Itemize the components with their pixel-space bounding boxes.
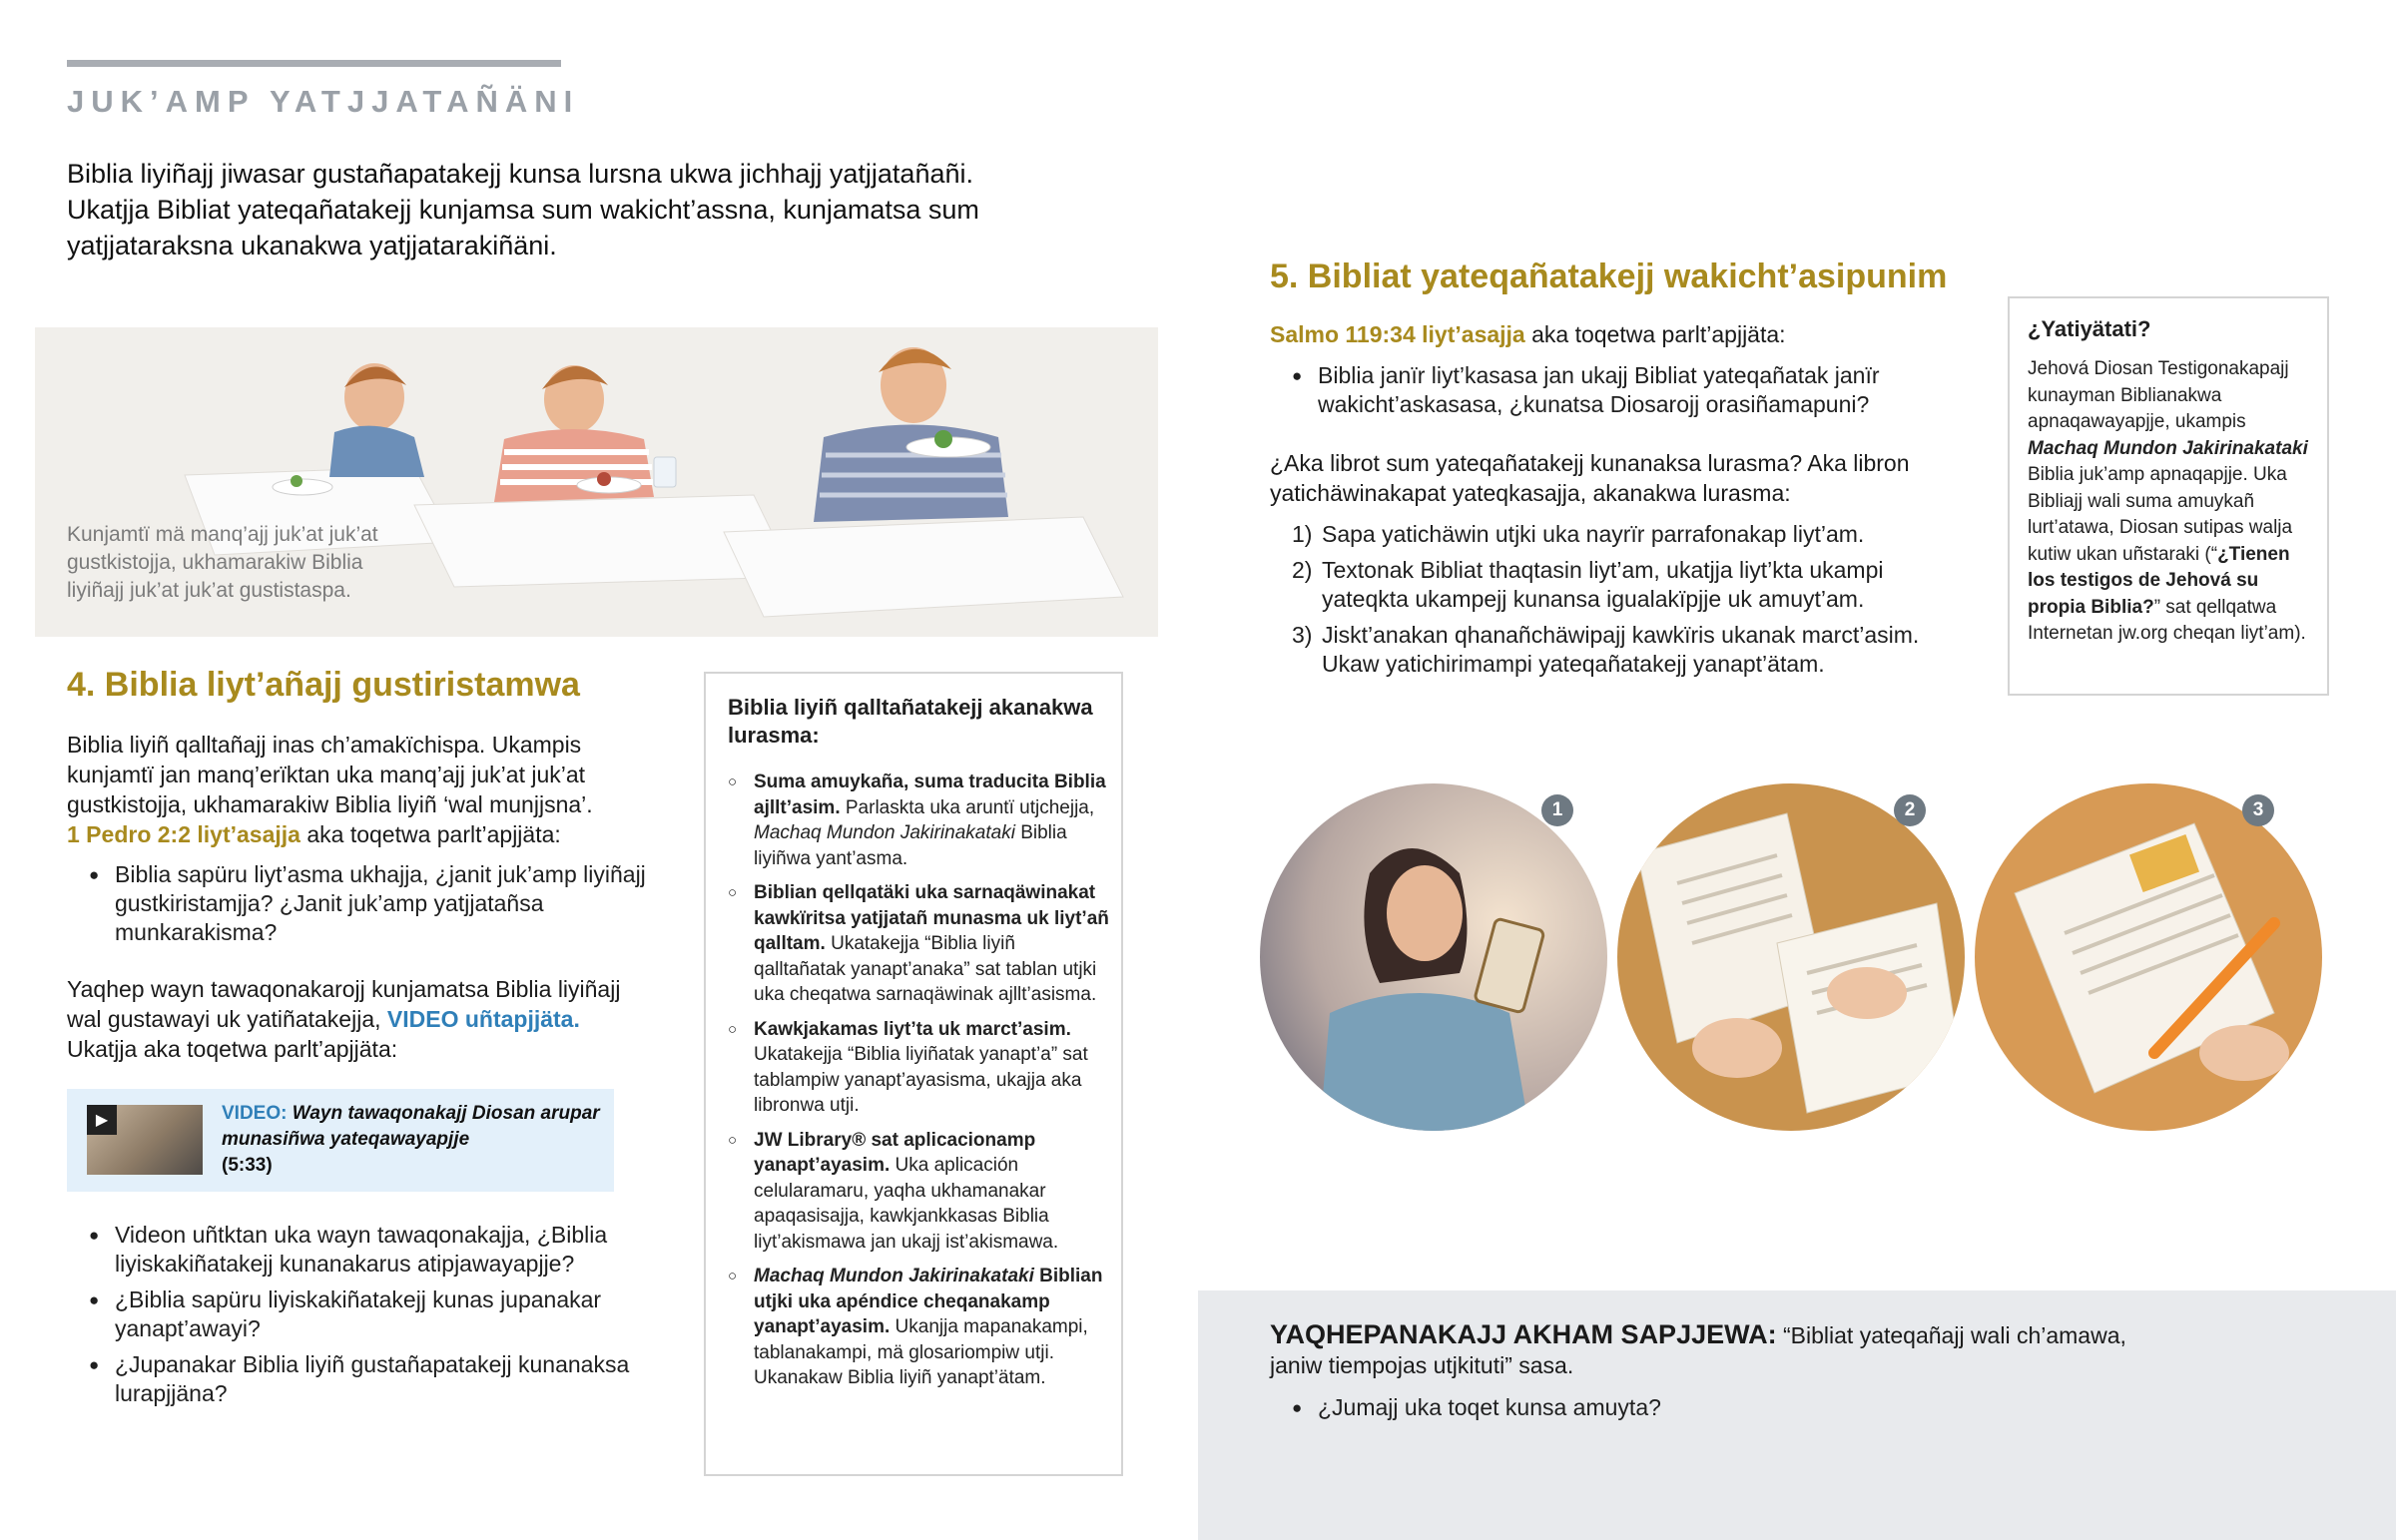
reading-tips-box [704, 672, 1123, 1476]
step-badge: 1 [1541, 794, 1573, 826]
study-step [1270, 520, 1959, 549]
video-card[interactable] [67, 1089, 614, 1192]
step-number: 3) [1292, 622, 1313, 648]
box-italic: Machaq Mundon Jakirinakataki [2028, 437, 2308, 459]
study-step [1270, 556, 1959, 614]
reading-tip [728, 770, 1112, 871]
step-text: Textonak Bibliat thaqtasin liyt’am, ukatjja liyt’kta ukampi yateqkta ukampejj kunansa igualakïpjje uk amuyt’am. [1322, 557, 1884, 612]
video-thumbnail[interactable] [87, 1105, 203, 1175]
discussion-question: ● ¿Jupanakar Biblia liyiñ gustañapatakejj kunanaksa lurapjjäna? [67, 1350, 666, 1408]
open-books-illustration [1617, 783, 1965, 1131]
header-rule [67, 60, 561, 67]
tip-italic: Machaq Mundon Jakirinakataki [754, 1266, 1034, 1286]
section-5-reference-line [1270, 319, 1969, 349]
video-title: Wayn tawaqonakajj Diosan arupar munasiñwa yateqawayapjje [222, 1103, 600, 1150]
some-people-say-quote [1270, 1319, 2168, 1380]
caption-line: gustkistojja, ukhamarakiw Biblia [67, 551, 363, 574]
scripture-link[interactable]: 1 Pedro 2:2 liyt’asajja [67, 821, 300, 847]
step-number: 2) [1292, 557, 1313, 583]
tip-text: Ukatakejja “Biblia liyiñatak yanapt’a” sat tablampiw yanapt’ayasisma, ukajja aka libronwa utji. [754, 1044, 1088, 1116]
tip-text: Ukatakejja “Biblia liyiñ qalltañatak yanapt’anaka” sat tablan utjki uka cheqatwa sarnaqäwinak ajllt’asisma. [754, 933, 1097, 1005]
reference-tail: aka toqetwa parlt’apjjäta: [300, 821, 561, 847]
caption-line: Kunjamtï mä manq’ajj juk’at juk’at [67, 523, 378, 546]
paragraph-line: Yaqhep wayn tawaqonakarojj kunjamatsa Biblia liyiñajj [67, 976, 621, 1002]
hero-caption [67, 521, 406, 605]
discussion-question: ● Biblia janïr liyt’kasasa jan ukajj Bibliat yateqañatak janïr wakicht’askasasa, ¿kunatsa Diosarojj orasiñamapuni? [1270, 361, 1949, 419]
tip-bold: Kawkjakamas liyt’ta uk marct’asim. [754, 1018, 1071, 1040]
paragraph-line: kunjamtï jan manq’erïktan uka manq’ajj juk’at juk’at [67, 762, 586, 787]
quote-line [1270, 1319, 2168, 1350]
quote-text: “Bibliat yateqañajj wali ch’amawa, [1776, 1322, 2126, 1348]
reading-tips-list [728, 770, 1112, 1400]
video-caption [222, 1101, 601, 1179]
intro-line: Biblia liyiñajj jiwasar gustañapatakejj kunsa lursna ukwa jichhajj yatjjatañañi. [67, 159, 973, 189]
reading-tip [728, 1017, 1112, 1119]
section-4-paragraph-1 [67, 730, 666, 849]
tip-text: Biblia liyiñwa yant’asma. [754, 822, 1067, 869]
video-label: VIDEO: [222, 1103, 288, 1124]
study-step [1270, 621, 1959, 679]
box-text: Jehová Diosan Testigonakapajj kunayman Biblianakwa apnaqawayapjje, ukampis [2028, 358, 2289, 432]
reference-tail: aka toqetwa parlt’apjjäta: [1524, 321, 1786, 347]
section-5-paragraph [1270, 448, 1969, 508]
section-4-heading: 4. Biblia liyt’añajj gustiristamwa [67, 666, 580, 704]
discussion-question: ● Videon uñtktan uka wayn tawaqonakajja, ¿Biblia liyiskakiñatakejj kunanakarus atipjawayapjje? [67, 1221, 666, 1279]
tip-bold: Biblian qellqatäki uka sarnaqäwinakat kawkïritsa yatjjatañ munasma uk liyt’añ qalltam. [754, 882, 1109, 954]
video-duration: (5:33) [222, 1155, 273, 1176]
paragraph-line: Biblia liyiñ qalltañajj inas ch’amakïchispa. Ukampis [67, 732, 582, 758]
girl-reading-illustration [1260, 783, 1607, 1131]
paragraph-line: yatichäwinakapat yateqkasajja, akanakwa lurasma: [1270, 480, 1791, 506]
scripture-link[interactable]: Salmo 119:34 liyt’asajja [1270, 321, 1525, 347]
tip-bold: JW Library® sat aplicacionamp yanapt’ayasim. [754, 1129, 1036, 1176]
tip-bold: Biblian utjki uka apéndice cheqanakamp yanapt’ayasim. [754, 1266, 1103, 1337]
video-link[interactable]: VIDEO uñtapjjäta. [386, 1006, 580, 1032]
intro-line: Ukatjja Bibliat yateqañatakejj kunjamsa sum wakicht’assna, kunjamatsa sum [67, 195, 979, 225]
intro-line: yatjjataraksna ukanakwa yatjjatarakiñäni. [67, 231, 557, 260]
step-badge: 2 [1894, 794, 1926, 826]
step-badge: 3 [2242, 794, 2274, 826]
intro-paragraph [67, 156, 1065, 263]
box-text: ” sat qellqatwa Internetan jw.org cheqan liyt’am). [2028, 596, 2306, 644]
tip-text: Parlaskta uka aruntï utjchejja, [840, 796, 1095, 818]
some-people-say-questions [1270, 1393, 1949, 1429]
did-you-know-title: ¿Yatiyätati? [2028, 316, 2151, 341]
paragraph-text: wal gustawayi uk yatiñatakejja, [67, 1006, 387, 1032]
reading-tip [728, 880, 1112, 1008]
step-text: Sapa yatichäwin utjki uka nayrïr parrafonakap liyt’am. [1322, 521, 1865, 547]
study-steps [1270, 520, 1959, 686]
discussion-question: ● Biblia sapüru liyt’asma ukhajja, ¿janit juk’amp liyiñajj gustkiristamjja? ¿Janit juk’amp yatjjatañsa munkarakisma? [67, 860, 666, 947]
paragraph-line: Ukatjja aka toqetwa parlt’apjjäta: [67, 1036, 398, 1062]
illustration-reading-phone [1260, 783, 1607, 1131]
paragraph-line: ¿Aka librot sum yateqañatakejj kunanaksa lurasma? Aka libron [1270, 450, 1910, 476]
step-text: Jiskt’anakan qhanañchäwipajj kawkïris ukanak marct’asim. Ukaw yatichirimampi yateqañatakejj yanapt’ätam. [1322, 622, 1920, 677]
discussion-question: ● ¿Biblia sapüru liyiskakiñatakejj kunas jupanakar yanapt’awayi? [67, 1285, 666, 1343]
section-5-questions [1270, 361, 1949, 426]
paragraph-line: gustkistojja, ukhamarakiw Biblia liyiñ ‘wal munjjsna’. [67, 791, 593, 817]
paragraph-line [67, 1004, 686, 1034]
illustration-marking-answers [1975, 783, 2322, 1131]
did-you-know-text [2028, 356, 2317, 648]
tip-text: Uka aplicación celularamaru, yaqha ukhamanakar apaqasisajja, kawkjankkasas Biblia liyt’akismawa jan ukajj ist’akismawa. [754, 1155, 1059, 1253]
illustration-looking-up-texts [1617, 783, 1965, 1131]
some-people-say-label: YAQHEPANAKAJJ AKHAM SAPJJEWA: [1270, 1319, 1777, 1349]
section-4-questions-1 [67, 860, 666, 954]
reading-tips-title: Biblia liyiñ qalltañatakejj akanakwa lurasma: [728, 695, 1093, 748]
play-icon[interactable]: ▶ [87, 1105, 117, 1135]
reading-tip [728, 1264, 1112, 1391]
discussion-question: ● ¿Jumajj uka toqet kunsa amuyta? [1270, 1393, 1949, 1422]
section-4-questions-2 [67, 1221, 666, 1415]
section-5-heading: 5. Bibliat yateqañatakejj wakicht’asipunim [1270, 257, 1948, 295]
section-4-paragraph-2 [67, 974, 686, 1064]
box-text: Biblia juk’amp apnaqapjje. Uka Bibliajj wali suma amuykañ lurt’atawa, Diosan sutipas walja kutiw ukan uñstaraki (“ [2028, 464, 2293, 565]
tip-bold: Suma amuykaña, suma traducita Biblia ajllt’asim. [754, 771, 1106, 818]
section-kicker: JUK’AMP YATJJATAÑÄNI [67, 84, 580, 119]
caption-line: liyiñajj juk’at juk’at gustistaspa. [67, 579, 351, 602]
did-you-know-box [2008, 296, 2329, 696]
tip-text: Ukanjja mapanakampi, tablanakampi, mä glosariompiw utji. Ukanakaw Biblia liyiñ yanapt’ätam. [754, 1316, 1088, 1388]
tip-italic: Machaq Mundon Jakirinakataki [754, 822, 1015, 843]
box-link[interactable]: ¿Tienen los testigos de Jehová su propia Biblia? [2028, 543, 2290, 618]
reading-tip [728, 1128, 1112, 1256]
step-number: 1) [1292, 521, 1313, 547]
quote-line: janiw tiempojas utjkituti” sasa. [1270, 1352, 1574, 1378]
scripture-reference-line [67, 819, 666, 849]
book-and-pen-illustration [1975, 783, 2322, 1131]
